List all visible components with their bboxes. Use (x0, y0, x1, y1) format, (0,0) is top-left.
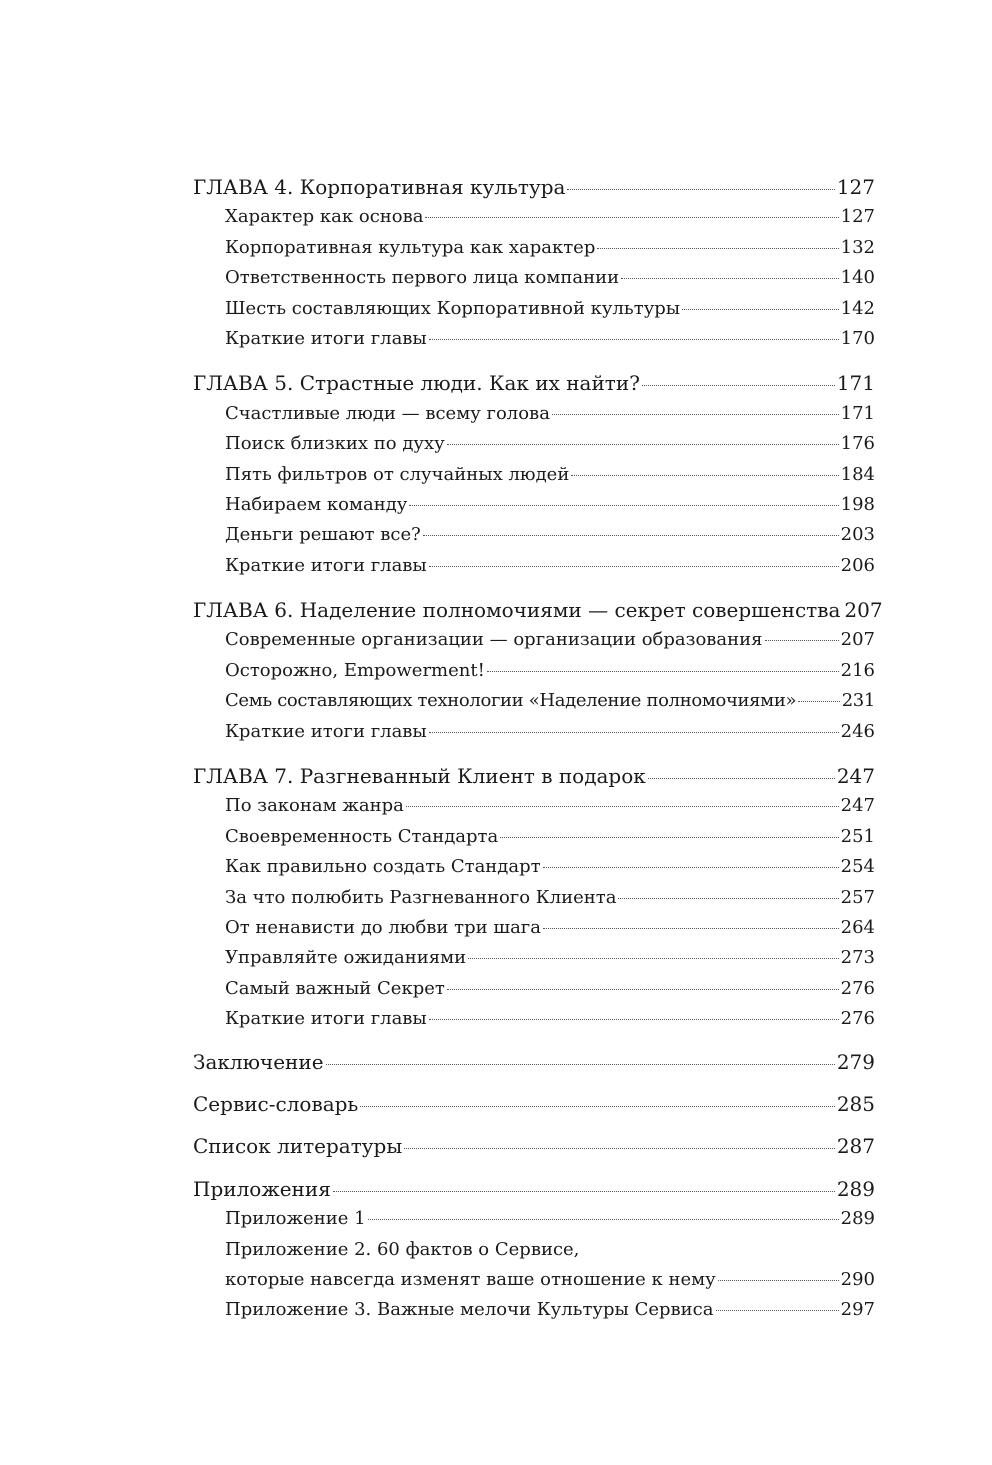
toc-entry-title: Набираем команду (225, 493, 408, 515)
dot-leader (798, 700, 840, 702)
toc-entry-title: Своевременность Стандарта (225, 825, 499, 847)
toc-entry-title: Характер как основа (225, 206, 424, 228)
toc-entry-page: 246 (840, 720, 875, 742)
dot-leader (429, 1018, 839, 1020)
toc-entry-title: Управляйте ожиданиями (225, 947, 467, 969)
toc-entry-title: Заключение (193, 1049, 324, 1074)
toc-entry-page: 297 (840, 1299, 875, 1321)
toc-subentry[interactable] (193, 1204, 875, 1234)
dot-leader (571, 474, 838, 476)
toc-entry-page: 285 (836, 1091, 875, 1116)
toc-entry-title: По законам жанра (225, 795, 404, 817)
section-gap (193, 354, 875, 368)
toc-entry-title: За что полюбить Разгневанного Клиента (225, 886, 617, 908)
toc-subentry[interactable] (193, 233, 875, 263)
toc-entry-page: 142 (840, 297, 875, 319)
toc-subentry-line2[interactable] (193, 1265, 875, 1295)
toc-entry-page: 207 (840, 629, 875, 651)
toc-entry-page: 203 (840, 524, 875, 546)
toc-chapter-4[interactable] (193, 172, 875, 202)
dot-leader (621, 277, 839, 279)
toc-subentry[interactable] (193, 490, 875, 520)
toc-entry-title: Краткие итоги главы (225, 327, 427, 349)
dot-leader (500, 836, 838, 838)
dot-leader (468, 957, 839, 959)
toc-entry-page: 289 (836, 1176, 875, 1201)
section-gap (193, 1077, 875, 1089)
toc-entry-title: Краткие итоги главы (225, 1008, 427, 1030)
toc-entry-title: Приложение 3. Важные мелочи Культуры Сервиса (225, 1299, 714, 1321)
toc-entry-page: 287 (836, 1134, 875, 1159)
toc-entry-title: Деньги решают все? (225, 524, 421, 546)
toc-subentry[interactable] (193, 520, 875, 550)
toc-chapter-5[interactable] (193, 368, 875, 398)
toc-subentry[interactable] (193, 625, 875, 655)
toc-subentry[interactable] (193, 460, 875, 490)
toc-subentry[interactable] (193, 822, 875, 852)
dot-leader (404, 1147, 835, 1149)
toc-entry-page: 206 (840, 554, 875, 576)
toc-entry-title: Приложение 2. 60 фактов о Сервисе, (225, 1238, 580, 1260)
toc-entry-title: которые навсегда изменят ваше отношение к нему (225, 1268, 716, 1290)
toc-subentry[interactable] (193, 974, 875, 1004)
dot-leader (543, 866, 839, 868)
toc-subentry[interactable] (193, 717, 875, 747)
toc-entry-title: Семь составляющих технологии «Наделение полномочиями» (225, 690, 797, 712)
toc-entry-page: 257 (840, 886, 875, 908)
toc-chapter-7[interactable] (193, 761, 875, 791)
dot-leader (429, 338, 839, 340)
toc-entry-page: 289 (840, 1208, 875, 1230)
toc-entry-title: ГЛАВА 7. Разгневанный Клиент в подарок (193, 764, 646, 789)
dot-leader (429, 565, 839, 567)
toc-subentry[interactable] (193, 263, 875, 293)
toc-entry-page: 176 (840, 433, 875, 455)
toc-subentry[interactable] (193, 656, 875, 686)
toc-entry-page: 171 (836, 371, 875, 396)
toc-entry-title: Пять фильтров от случайных людей (225, 463, 570, 485)
toc-subentry[interactable] (193, 1295, 875, 1325)
toc-subentry[interactable] (193, 852, 875, 882)
toc-entry-title: Самый важный Секрет (225, 977, 445, 999)
toc-entry-page: 290 (840, 1268, 875, 1290)
toc-entry-page: 273 (840, 947, 875, 969)
toc-conclusion[interactable] (193, 1047, 875, 1077)
toc-chapter-6[interactable] (193, 595, 883, 625)
toc-entry-title: ГЛАВА 4. Корпоративная культура (193, 175, 566, 199)
dot-leader (326, 1063, 835, 1065)
toc-entry-title: Шесть составляющих Корпоративной культуры (225, 297, 681, 319)
toc-entry-page: 127 (836, 175, 875, 199)
toc-entry-page: 251 (840, 825, 875, 847)
section-gap (193, 581, 875, 595)
toc-entry-page: 207 (844, 598, 883, 623)
toc-subentry[interactable] (193, 943, 875, 973)
toc-entry-title: Корпоративная культура как характер (225, 236, 596, 258)
toc-subentry[interactable] (193, 324, 875, 354)
toc-subentry[interactable] (193, 429, 875, 459)
toc-entry-title: ГЛАВА 6. Наделение полномочиями — секрет совершенства (193, 598, 841, 623)
toc-entry-title: Приложение 1 (225, 1208, 366, 1230)
dot-leader (716, 1309, 839, 1311)
toc-entry-page: 247 (836, 764, 875, 789)
toc-entry-title: Список литературы (193, 1134, 403, 1159)
dot-leader (423, 534, 839, 536)
dot-leader (425, 216, 838, 218)
toc-subentry[interactable] (193, 686, 875, 716)
toc-appendices[interactable] (193, 1174, 875, 1204)
dot-leader (552, 413, 839, 415)
toc-entry-page: 231 (841, 690, 875, 712)
toc-entry-page: 198 (840, 493, 875, 515)
toc-subentry[interactable] (193, 913, 875, 943)
table-of-contents (193, 172, 883, 1326)
dot-leader (487, 670, 839, 672)
dot-leader (597, 247, 838, 249)
toc-entry-title: От ненависти до любви три шага (225, 916, 541, 938)
dot-leader (409, 504, 838, 506)
section-gap (193, 1035, 875, 1047)
toc-entry-page: 276 (840, 1008, 875, 1030)
dot-leader (618, 897, 838, 899)
dot-leader (406, 805, 839, 807)
toc-subentry[interactable] (193, 294, 875, 324)
toc-entry-page: 279 (836, 1049, 875, 1074)
toc-entry-title: Современные организации — организации образования (225, 629, 763, 651)
dot-leader (429, 731, 839, 733)
dot-leader (682, 308, 839, 310)
dot-leader (765, 639, 839, 641)
toc-subentry[interactable] (193, 202, 875, 232)
toc-entry-page: 171 (840, 402, 875, 424)
section-gap (193, 1162, 875, 1174)
toc-entry-title: Как правильно создать Стандарт (225, 856, 541, 878)
toc-subentry[interactable] (193, 883, 875, 913)
dot-leader (360, 1105, 835, 1107)
toc-subentry[interactable] (193, 551, 875, 581)
dot-leader (718, 1279, 839, 1281)
toc-entry-title: Приложения (193, 1176, 331, 1201)
dot-leader (368, 1218, 839, 1220)
dot-leader (567, 188, 834, 190)
toc-entry-title: Ответственность первого лица компании (225, 267, 620, 289)
toc-entry-title: Сервис-словарь (193, 1091, 359, 1116)
toc-entry-page: 127 (840, 206, 875, 228)
section-gap (193, 747, 875, 761)
toc-entry-page: 216 (840, 659, 875, 681)
dot-leader (447, 988, 839, 990)
toc-entry-title: ГЛАВА 5. Страстные люди. Как их найти? (193, 371, 640, 396)
toc-entry-title: Поиск близких по духу (225, 433, 445, 455)
toc-subentry-line1[interactable] (193, 1235, 875, 1265)
toc-entry-title: Счастливые люди — всему голова (225, 402, 550, 424)
toc-subentry[interactable] (193, 1004, 875, 1034)
dot-leader (642, 384, 835, 386)
toc-entry-page: 132 (840, 236, 875, 258)
toc-entry-title: Краткие итоги главы (225, 554, 427, 576)
toc-bibliography[interactable] (193, 1131, 875, 1161)
toc-entry-page: 184 (840, 463, 875, 485)
toc-entry-page: 247 (840, 795, 875, 817)
toc-entry-page: 140 (840, 267, 875, 289)
toc-subentry[interactable] (193, 791, 875, 821)
toc-entry-page: 254 (840, 856, 875, 878)
toc-glossary[interactable] (193, 1089, 875, 1119)
toc-entry-title: Осторожно, Empowerment! (225, 659, 485, 681)
toc-entry-title: Краткие итоги главы (225, 720, 427, 742)
dot-leader (543, 927, 839, 929)
toc-entry-page: 170 (840, 327, 875, 349)
toc-entry-page: 276 (840, 977, 875, 999)
toc-entry-page: 264 (840, 916, 875, 938)
section-gap (193, 1119, 875, 1131)
dot-leader (447, 443, 839, 445)
dot-leader (648, 777, 835, 779)
dot-leader (333, 1190, 835, 1192)
toc-subentry[interactable] (193, 399, 875, 429)
